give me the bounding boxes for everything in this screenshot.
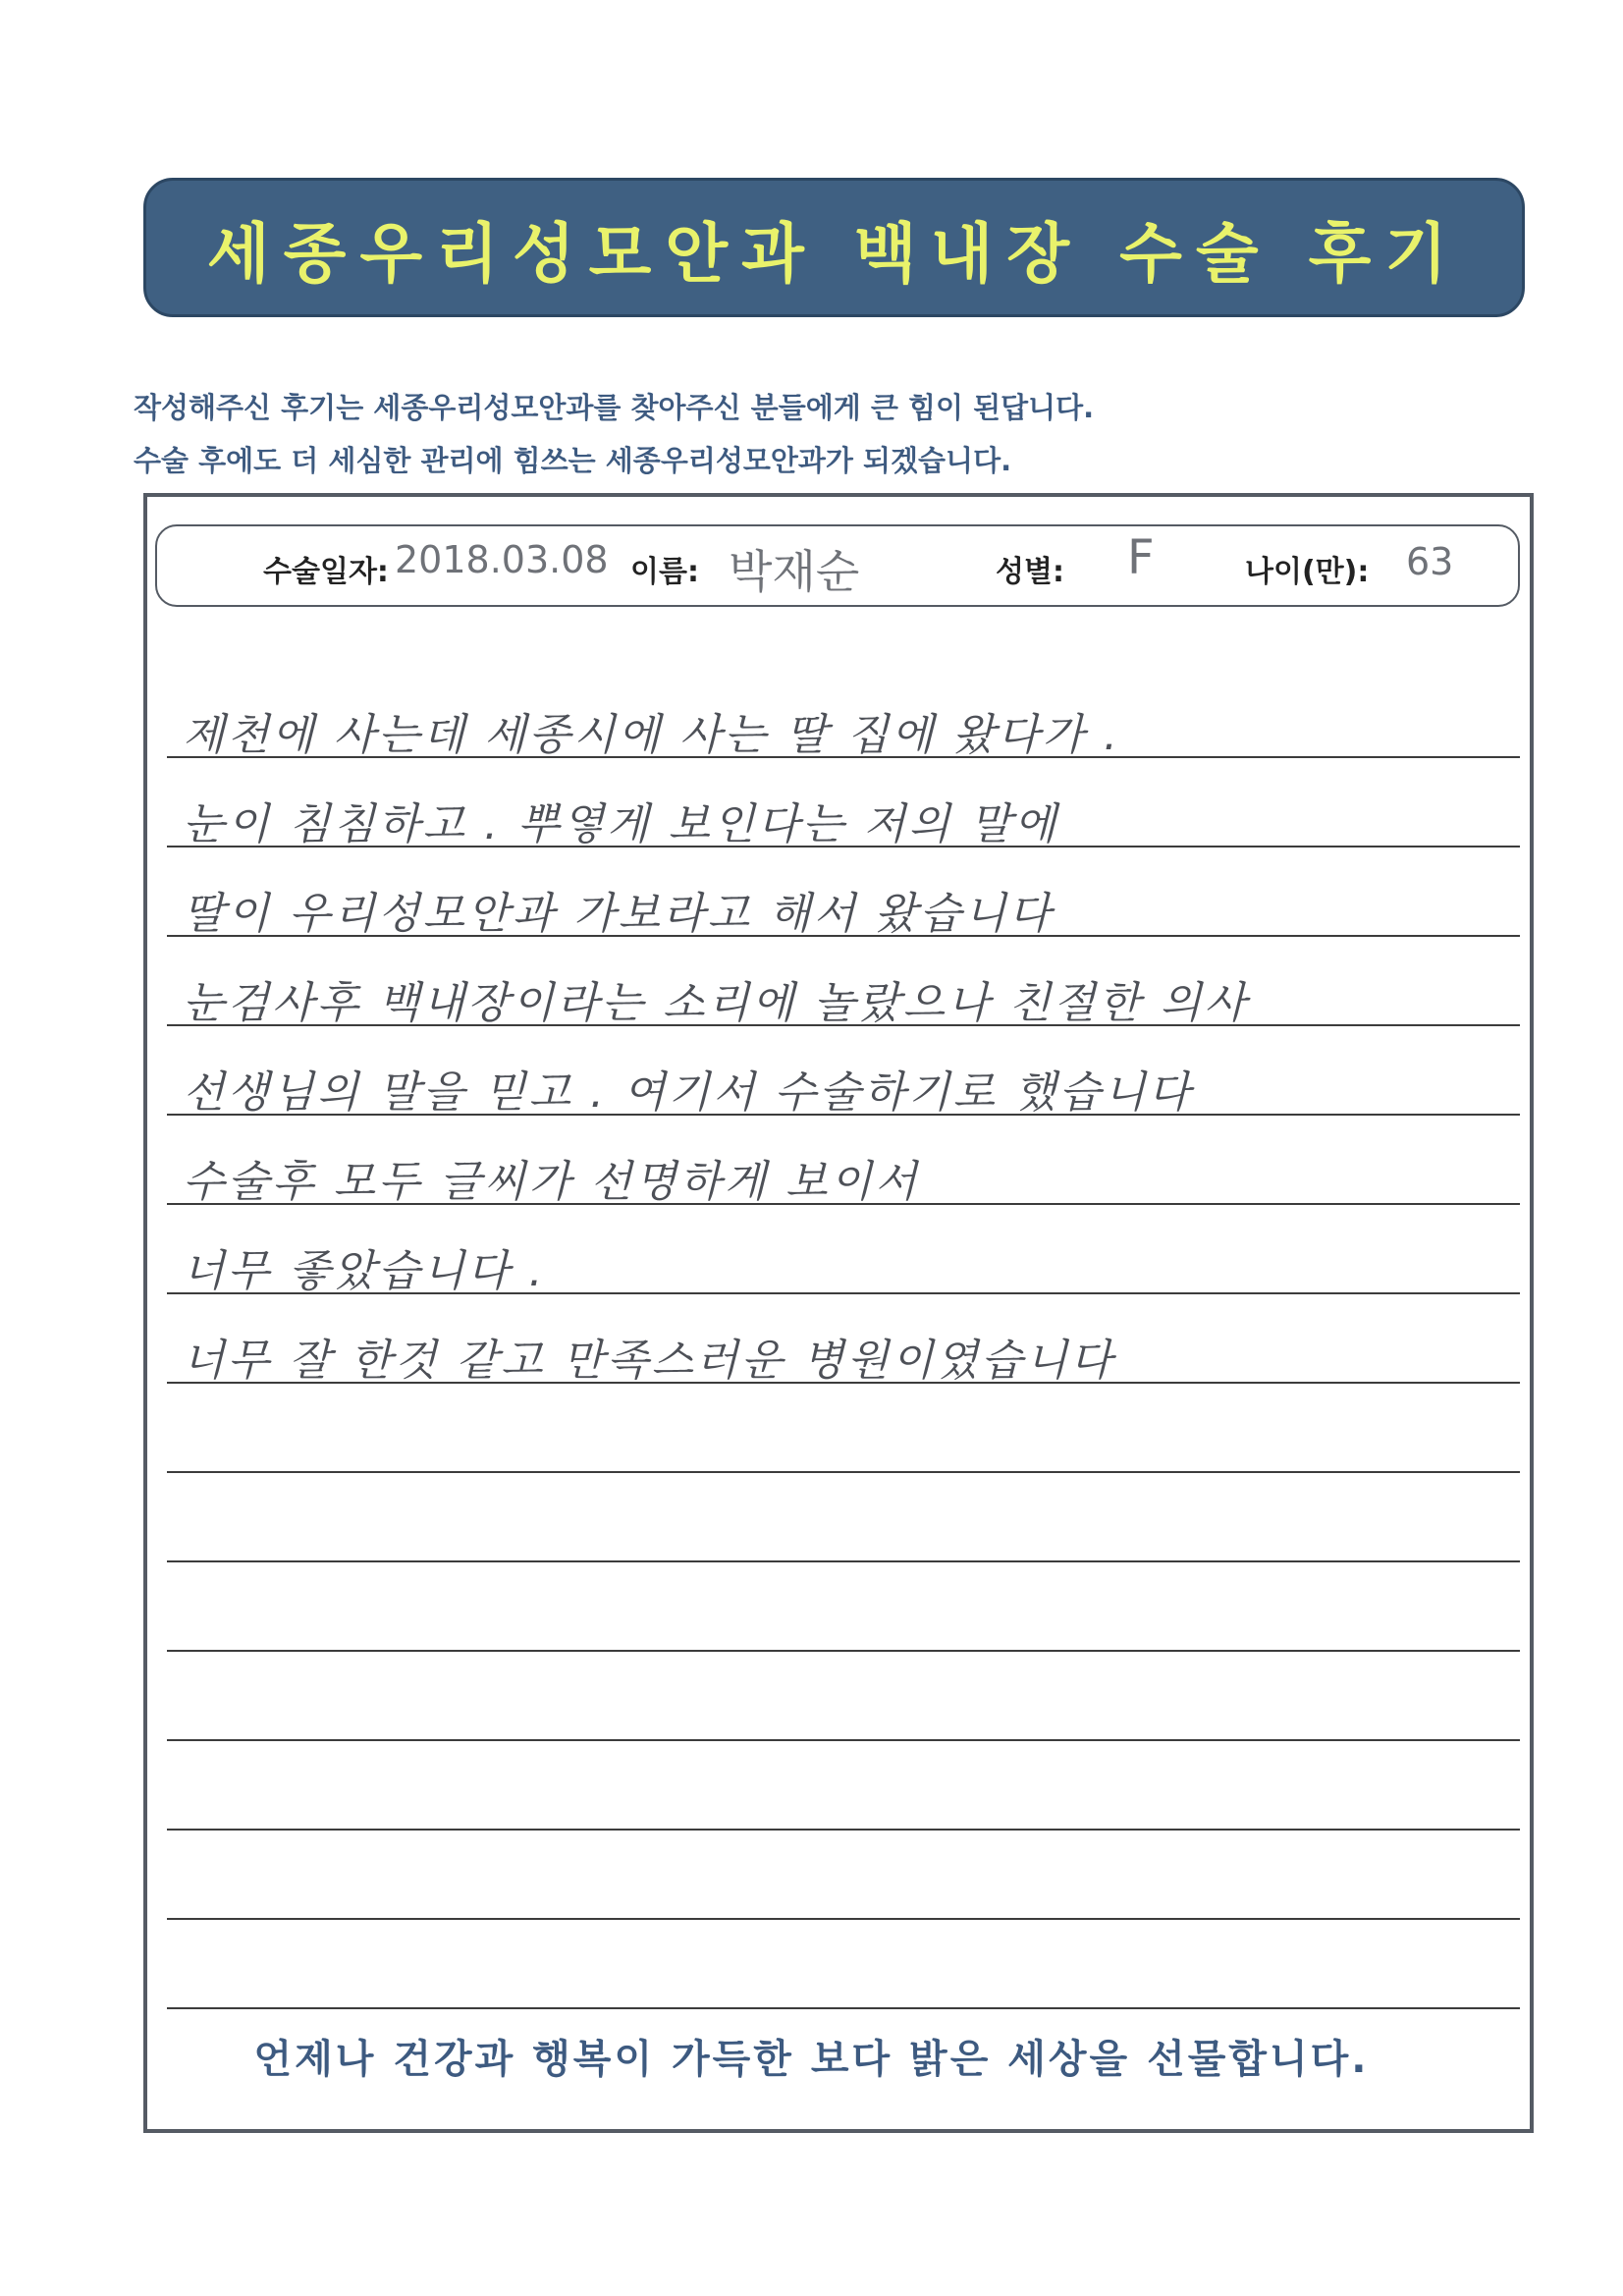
review-line-text: 너무 잘 한것 같고 만족스러운 병원이였습니다 bbox=[183, 1336, 1115, 1386]
review-line-text: 너무 좋았습니다 . bbox=[183, 1246, 546, 1296]
ruled-line bbox=[167, 1739, 1520, 1741]
review-line-text: 눈검사후 백내장이라는 소리에 놀랐으나 친절한 의사 bbox=[183, 978, 1250, 1028]
review-line-text: 제천에 사는데 세종시에 사는 딸 집에 왔다가 . bbox=[183, 710, 1120, 760]
ruled-line bbox=[167, 1918, 1520, 1920]
gender-label: 성별: bbox=[996, 555, 1064, 589]
name-label: 이름: bbox=[630, 555, 699, 589]
review-line-text: 선생님의 말을 믿고 . 여기서 수술하기로 했습니다 bbox=[183, 1067, 1193, 1118]
age-label: 나이(만): bbox=[1245, 555, 1370, 589]
age-value: 63 bbox=[1406, 540, 1454, 583]
intro-text-line-1: 작성해주신 후기는 세종우리성모안과를 찾아주신 분들에게 큰 힘이 된답니다. bbox=[134, 391, 1095, 424]
ruled-line bbox=[167, 1560, 1520, 1562]
gender-value: F bbox=[1127, 530, 1155, 585]
ruled-line bbox=[167, 1650, 1520, 1652]
title-banner bbox=[143, 178, 1525, 317]
review-line-text: 눈이 침침하고 . 뿌옇게 보인다는 저의 말에 bbox=[183, 799, 1059, 849]
ruled-line bbox=[167, 1203, 1520, 1205]
review-line-text: 딸이 우리성모안과 가보라고 해서 왔습니다 bbox=[183, 889, 1055, 939]
ruled-line bbox=[167, 1471, 1520, 1473]
ruled-line bbox=[167, 1114, 1520, 1116]
page-title: 세종우리성모안과 백내장 수술 후기 bbox=[206, 215, 1462, 292]
ruled-line bbox=[167, 1024, 1520, 1026]
ruled-line bbox=[167, 1382, 1520, 1384]
closing-message: 언제나 건강과 행복이 가득한 보다 밝은 세상을 선물합니다. bbox=[253, 2037, 1370, 2082]
intro-text-line-2: 수술 후에도 더 세심한 관리에 힘쓰는 세종우리성모안과가 되겠습니다. bbox=[134, 444, 1012, 477]
ruled-line bbox=[167, 1292, 1520, 1294]
surgery-date-label: 수술일자: bbox=[263, 555, 389, 589]
ruled-line bbox=[167, 2007, 1520, 2009]
review-line-text: 수술후 모두 글씨가 선명하게 보이서 bbox=[183, 1157, 920, 1207]
ruled-line bbox=[167, 756, 1520, 758]
ruled-line bbox=[167, 1829, 1520, 1831]
surgery-date-value: 2018.03.08 bbox=[395, 538, 609, 581]
ruled-line bbox=[167, 935, 1520, 937]
name-value: 박재순 bbox=[729, 545, 860, 598]
ruled-line bbox=[167, 846, 1520, 847]
